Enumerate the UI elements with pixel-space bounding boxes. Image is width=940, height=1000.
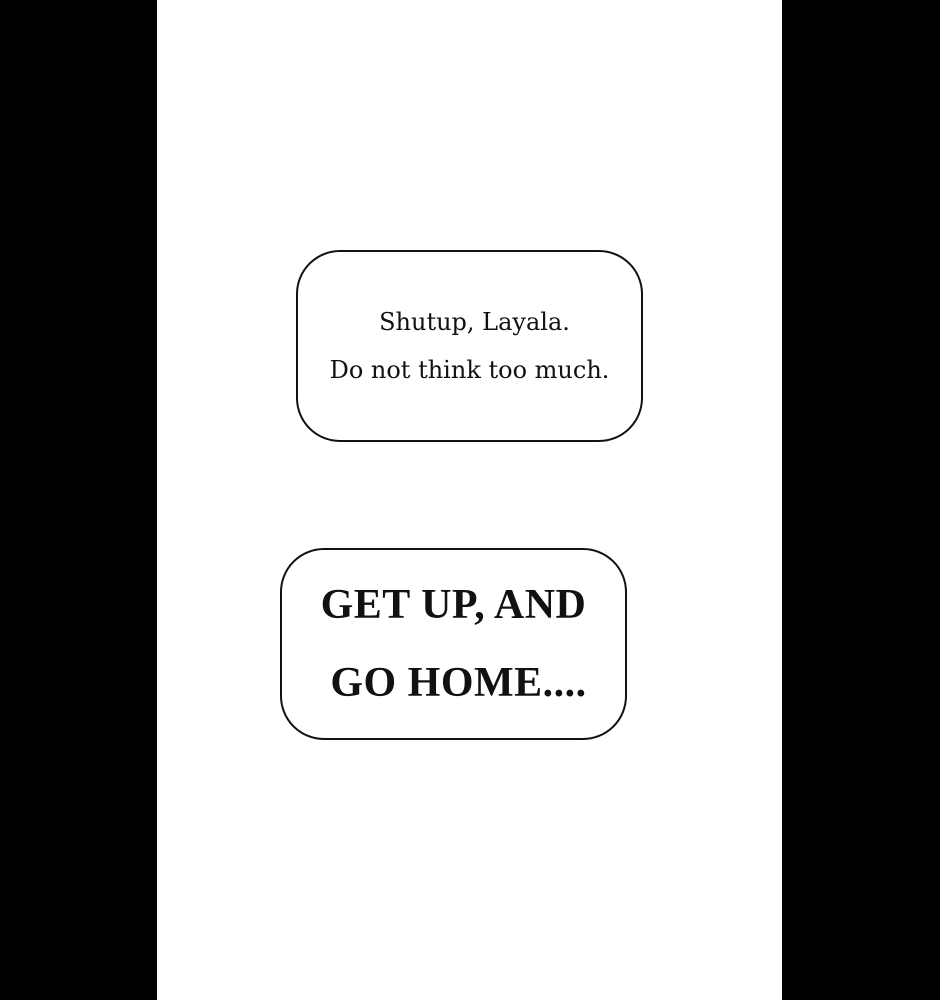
- bubble-text-line: GO HOME....: [330, 660, 587, 706]
- bubble-text-line: GET UP, AND: [320, 582, 587, 628]
- bubble-text-line: Shutup, Layala.: [379, 308, 570, 336]
- bubble-text-line: Do not think too much.: [329, 356, 610, 384]
- comic-page: [157, 0, 782, 1000]
- speech-bubble-shout: [280, 548, 627, 740]
- speech-bubble-thought: [296, 250, 643, 442]
